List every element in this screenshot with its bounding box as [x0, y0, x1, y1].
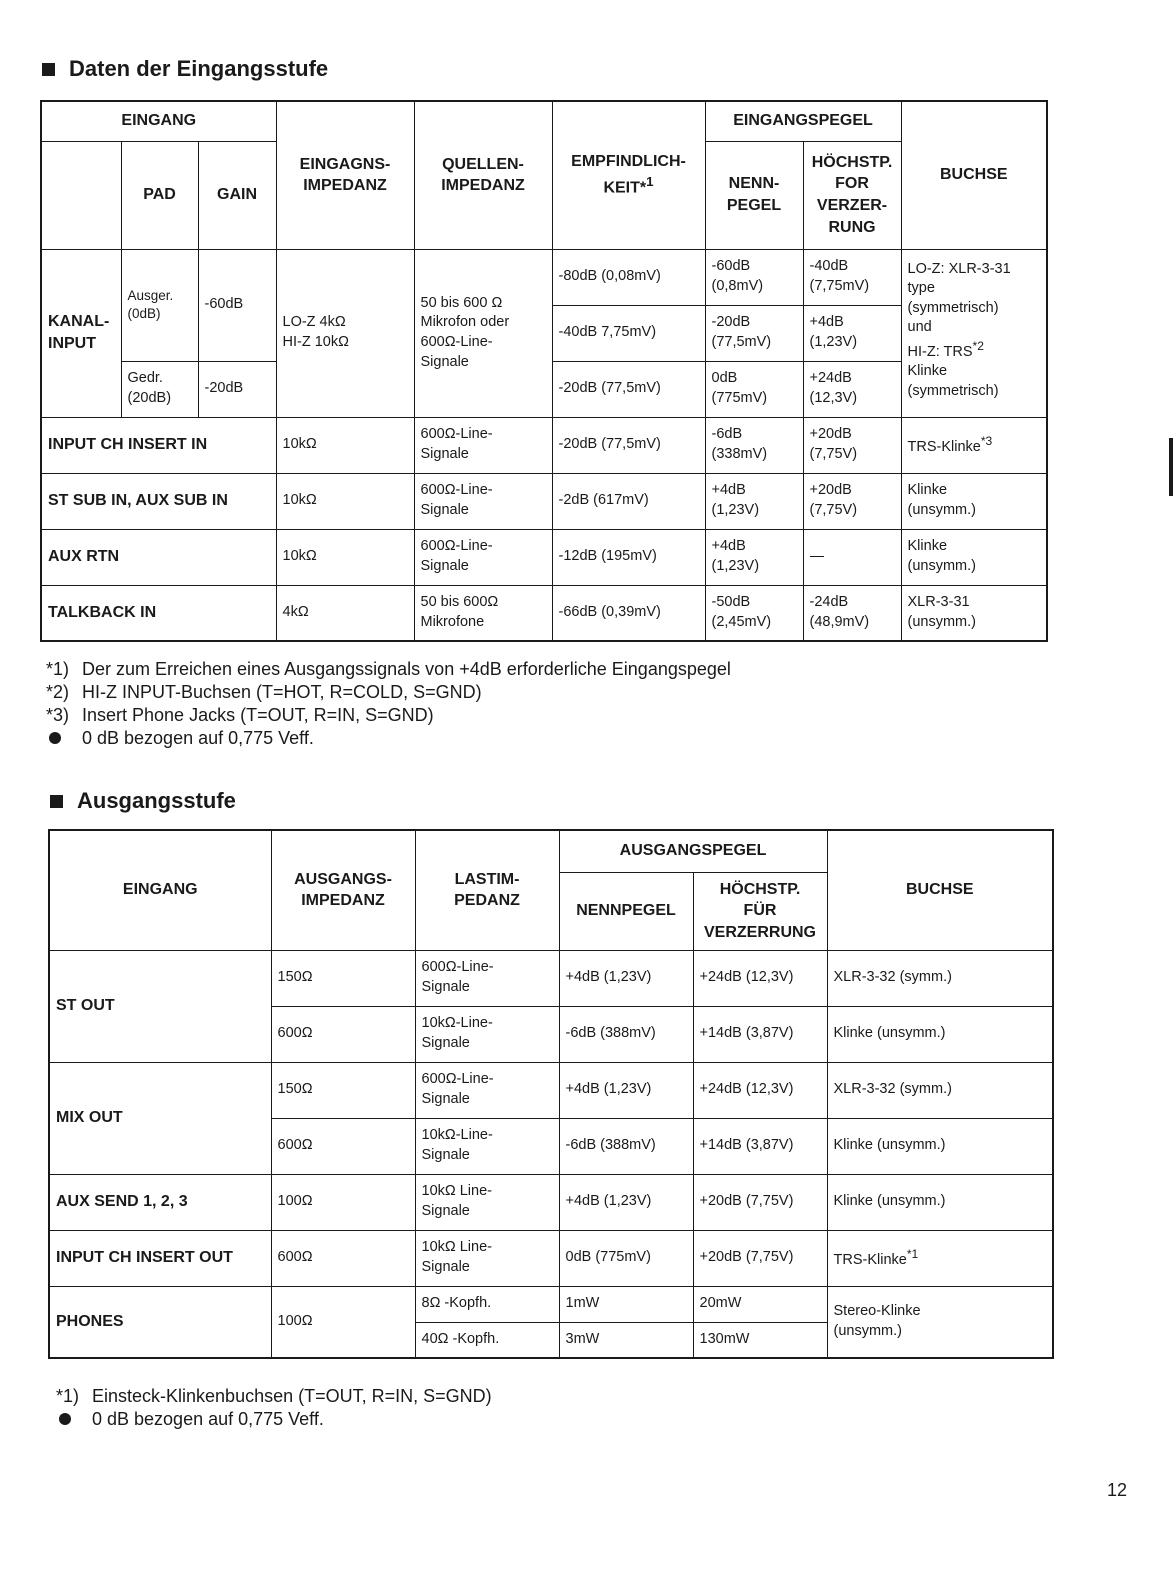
kanal-empf: -80dB (0,08mV) [552, 249, 705, 305]
footnote-text: Der zum Erreichen eines Ausgangssignals von +4dB erforderliche Eingangspegel [82, 659, 731, 679]
hoechst-cell: +24dB (12,3V) [693, 1062, 827, 1118]
buchse-cell: Klinke (unsymm.) [901, 529, 1047, 585]
last-cell: 10kΩ-Line- Signale [415, 1118, 559, 1174]
footnote [46, 681, 731, 704]
row-label: ST SUB IN, AUX SUB IN [41, 473, 276, 529]
kanal-nenn: -20dB (77,5mV) [705, 305, 803, 361]
section-title: Daten der Eingangsstufe [69, 56, 329, 81]
last-cell: 8Ω -Kopfh. [415, 1286, 559, 1322]
impedanz-cell: 10kΩ [276, 529, 414, 585]
last-cell: 600Ω-Line- Signale [415, 950, 559, 1006]
buchse-cell: Klinke (unsymm.) [827, 1174, 1053, 1230]
bullet-note [46, 727, 731, 750]
kanal-hoechst: +4dB (1,23V) [803, 305, 901, 361]
nenn-cell: 1mW [559, 1286, 693, 1322]
bullet-dot-icon [49, 732, 61, 744]
footnote-mark: *1) [46, 659, 70, 679]
hoechst-cell: +24dB (12,3V) [693, 950, 827, 1006]
kanal-empf: -40dB 7,75mV) [552, 305, 705, 361]
footnote-text: HI-Z INPUT-Buchsen (T=HOT, R=COLD, S=GND) [82, 682, 482, 702]
pad-off: Ausger. (0dB) [121, 249, 198, 361]
impedanz-cell: 100Ω [271, 1174, 415, 1230]
page-number: 12 [1106, 1480, 1127, 1500]
header-spacer [41, 141, 121, 249]
nenn-cell: 0dB (775mV) [559, 1230, 693, 1286]
quelle-cell: 600Ω-Line- Signale [414, 529, 552, 585]
row-label-insert-out: INPUT CH INSERT OUT [49, 1230, 271, 1286]
hoechst-cell: 20mW [693, 1286, 827, 1322]
nenn-cell: +4dB (1,23V) [705, 529, 803, 585]
header-nennpegel: NENNPEGEL [559, 872, 693, 950]
page-edge-mark [1169, 438, 1173, 496]
row-label-aux-send: AUX SEND 1, 2, 3 [49, 1174, 271, 1230]
hoechst-cell: -24dB (48,9mV) [803, 585, 901, 641]
kanal-hoechst: +24dB (12,3V) [803, 361, 901, 417]
header-lastimpedanz: LASTIM- PEDANZ [415, 830, 559, 950]
bullet-text: 0 dB bezogen auf 0,775 Veff. [82, 728, 314, 748]
buchse-cell: Stereo-Klinke (unsymm.) [827, 1286, 1053, 1358]
footnote-text: Einsteck-Klinkenbuchsen (T=OUT, R=IN, S=GND) [92, 1386, 492, 1406]
buchse-cell: XLR-3-32 (symm.) [827, 1062, 1053, 1118]
header-ausgangspegel: AUSGANGSPEGEL [559, 830, 827, 872]
buchse-text: TRS-Klinke [907, 438, 981, 455]
impedanz-cell: 10kΩ [276, 417, 414, 473]
square-bullet-icon [50, 795, 63, 808]
footnote-text: Insert Phone Jacks (T=OUT, R=IN, S=GND) [82, 705, 434, 725]
kanal-quelle: 50 bis 600 Ω Mikrofon oder 600Ω-Line- Signale [414, 249, 552, 417]
last-cell: 10kΩ Line- Signale [415, 1230, 559, 1286]
kanal-empf: -20dB (77,5mV) [552, 361, 705, 417]
footnote-mark: *2) [46, 682, 70, 702]
not-applicable-dash [810, 556, 824, 557]
row-label-mix-out: MIX OUT [49, 1062, 271, 1174]
gain-off: -60dB [198, 249, 276, 361]
nenn-cell: -50dB (2,45mV) [705, 585, 803, 641]
header-eingangs-impedanz: EINGAGNS- IMPEDANZ [276, 101, 414, 249]
bullet-text: 0 dB bezogen auf 0,775 Veff. [92, 1409, 324, 1429]
last-cell: 600Ω-Line- Signale [415, 1062, 559, 1118]
section-heading-eingangsstufe [42, 56, 328, 82]
footnote-ref: *1 [906, 1246, 919, 1261]
square-bullet-icon [42, 63, 55, 76]
header-quellen-impedanz: QUELLEN- IMPEDANZ [414, 101, 552, 249]
row-label: AUX RTN [41, 529, 276, 585]
impedanz-cell: 10kΩ [276, 473, 414, 529]
hoechst-cell [803, 529, 901, 585]
header-buchse: BUCHSE [827, 830, 1053, 950]
header-eingang: EINGANG [41, 101, 276, 141]
buchse-cell: Klinke (unsymm.) [901, 473, 1047, 529]
bullet-mark [56, 1408, 92, 1431]
kanal-nenn: 0dB (775mV) [705, 361, 803, 417]
row-label-phones: PHONES [49, 1286, 271, 1358]
input-stage-notes [46, 658, 731, 750]
header-ausgangs-impedanz: AUSGANGS- IMPEDANZ [271, 830, 415, 950]
hoechst-cell: +20dB (7,75V) [803, 473, 901, 529]
footnote-ref: 1 [646, 174, 654, 190]
nenn-cell: +4dB (1,23V) [559, 1062, 693, 1118]
section-heading-ausgangsstufe [50, 788, 236, 814]
kanal-buchse [901, 249, 1047, 417]
output-stage-table [48, 829, 1054, 1359]
row-label-st-out: ST OUT [49, 950, 271, 1062]
footnote [46, 658, 731, 681]
hoechst-cell: +20dB (7,75V) [803, 417, 901, 473]
kanal-impedanz: LO-Z 4kΩ HI-Z 10kΩ [276, 249, 414, 417]
kanal-buchse-tail: Klinke (symmetrisch) [907, 363, 999, 399]
quelle-cell: 600Ω-Line- Signale [414, 417, 552, 473]
hoechst-cell: 130mW [693, 1322, 827, 1358]
footnote-mark: *1) [56, 1386, 80, 1406]
buchse-cell [827, 1230, 1053, 1286]
impedanz-cell: 4kΩ [276, 585, 414, 641]
footnote [46, 704, 731, 727]
nenn-cell: -6dB (338mV) [705, 417, 803, 473]
nenn-cell: +4dB (1,23V) [705, 473, 803, 529]
header-eingang: EINGANG [49, 830, 271, 950]
header-buchse: BUCHSE [901, 101, 1047, 249]
hoechst-cell: +20dB (7,75V) [693, 1230, 827, 1286]
buchse-cell [901, 417, 1047, 473]
buchse-cell: XLR-3-32 (symm.) [827, 950, 1053, 1006]
impedanz-cell: 100Ω [271, 1286, 415, 1358]
input-stage-table [40, 100, 1048, 642]
section-title: Ausgangsstufe [77, 788, 236, 813]
impedanz-cell: 150Ω [271, 950, 415, 1006]
hoechst-cell: +14dB (3,87V) [693, 1118, 827, 1174]
output-stage-notes [56, 1385, 492, 1431]
footnote-ref: *2 [972, 338, 984, 353]
buchse-text: TRS-Klinke [833, 1251, 907, 1268]
row-label-kanal-input: KANAL- INPUT [41, 249, 121, 417]
header-gain: GAIN [198, 141, 276, 249]
row-label: INPUT CH INSERT IN [41, 417, 276, 473]
bullet-mark [46, 727, 82, 750]
quelle-cell: 600Ω-Line- Signale [414, 473, 552, 529]
header-nennpegel: NENN- PEGEL [705, 141, 803, 249]
kanal-buchse-text: LO-Z: XLR-3-31 type (symmetrisch) und HI-Z: TRS [907, 260, 1011, 360]
footnote-mark: *3) [46, 705, 70, 725]
last-cell: 10kΩ-Line- Signale [415, 1006, 559, 1062]
empf-cell: -66dB (0,39mV) [552, 585, 705, 641]
pad-on: Gedr. (20dB) [121, 361, 198, 417]
empf-cell: -20dB (77,5mV) [552, 417, 705, 473]
footnote-ref: *3 [980, 433, 993, 448]
impedanz-cell: 600Ω [271, 1006, 415, 1062]
buchse-cell: Klinke (unsymm.) [827, 1006, 1053, 1062]
row-label: TALKBACK IN [41, 585, 276, 641]
quelle-cell: 50 bis 600Ω Mikrofone [414, 585, 552, 641]
buchse-cell: XLR-3-31 (unsymm.) [901, 585, 1047, 641]
last-cell: 10kΩ Line- Signale [415, 1174, 559, 1230]
footnote [56, 1385, 492, 1408]
impedanz-cell: 600Ω [271, 1230, 415, 1286]
hoechst-cell: +14dB (3,87V) [693, 1006, 827, 1062]
gain-on: -20dB [198, 361, 276, 417]
header-empfindlichkeit [552, 101, 705, 249]
header-empfindlichkeit-text: EMPFINDLICH- KEIT* [571, 153, 686, 197]
impedanz-cell: 600Ω [271, 1118, 415, 1174]
empf-cell: -12dB (195mV) [552, 529, 705, 585]
header-hoechstpegel: HÖCHSTP. FÜR VERZERRUNG [693, 872, 827, 950]
kanal-nenn: -60dB (0,8mV) [705, 249, 803, 305]
last-cell: 40Ω -Kopfh. [415, 1322, 559, 1358]
nenn-cell: 3mW [559, 1322, 693, 1358]
header-pad: PAD [121, 141, 198, 249]
nenn-cell: +4dB (1,23V) [559, 1174, 693, 1230]
empf-cell: -2dB (617mV) [552, 473, 705, 529]
kanal-hoechst: -40dB (7,75mV) [803, 249, 901, 305]
bullet-dot-icon [59, 1413, 71, 1425]
header-hoechstpegel: HÖCHSTP. FOR VERZER- RUNG [803, 141, 901, 249]
buchse-cell: Klinke (unsymm.) [827, 1118, 1053, 1174]
nenn-cell: -6dB (388mV) [559, 1118, 693, 1174]
bullet-note [56, 1408, 492, 1431]
nenn-cell: +4dB (1,23V) [559, 950, 693, 1006]
hoechst-cell: +20dB (7,75V) [693, 1174, 827, 1230]
impedanz-cell: 150Ω [271, 1062, 415, 1118]
header-eingangspegel: EINGANGSPEGEL [705, 101, 901, 141]
nenn-cell: -6dB (388mV) [559, 1006, 693, 1062]
